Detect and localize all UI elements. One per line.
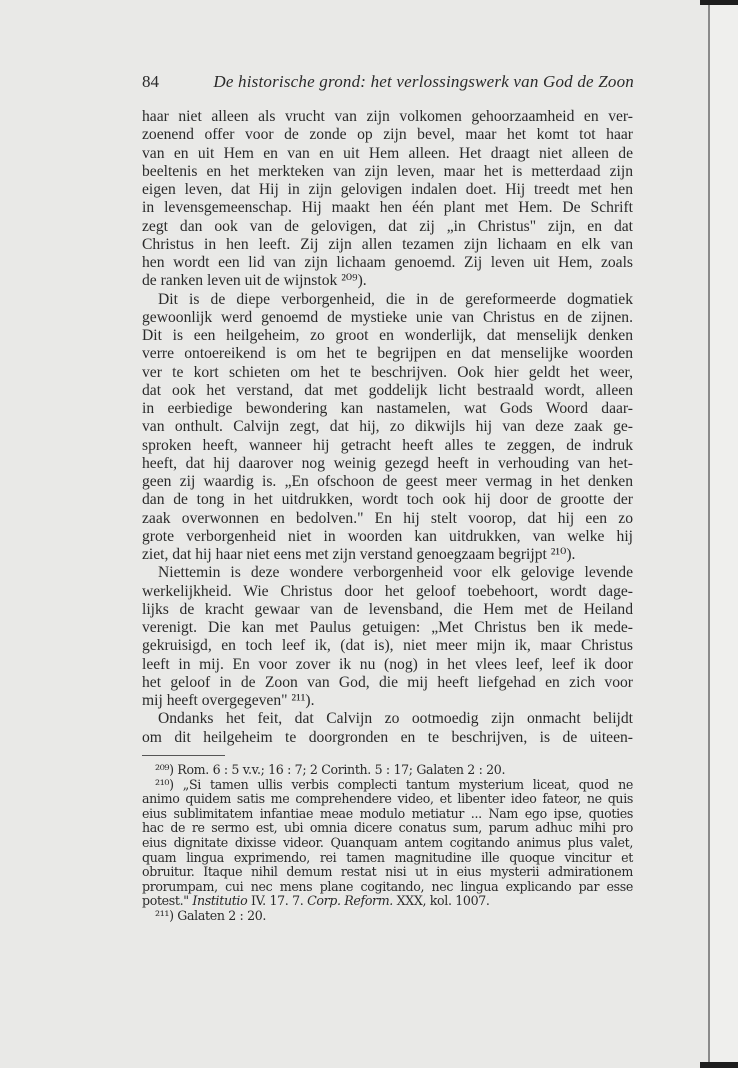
paragraph: [142, 291, 633, 565]
page-number: 84: [142, 72, 159, 91]
text-line: Dit is een heilgeheim, zo groot en wonderlijk, dat menselijk denken: [142, 327, 633, 344]
footnote-209: ²⁰⁹) Rom. 6 : 5 v.v.; 16 : 7; 2 Corinth. 5 : 17; Galaten 2 : 20.: [155, 762, 506, 777]
text-line: Ondanks het feit, dat Calvijn zo ootmoedig zijn onmacht belijdt: [158, 710, 633, 728]
text-line: sproken heeft, wanneer hij getracht heeft alles te zeggen, de indruk: [142, 436, 633, 454]
text-line: zegt dan ook van de gelovigen, dat zij „in Christus" zijn, en dat: [142, 217, 633, 235]
text-line: van en uit Hem en van en uit Hem alleen. Het draagt niet alleen de: [142, 144, 633, 162]
text-line: leeft in mij. En voor zover ik nu (nog) in het vlees leef, leef ik door: [142, 655, 633, 673]
text-line: werkelijkheid. Wie Christus door het geloof toebehoort, wordt dage-: [142, 582, 633, 600]
text-line: gekruisigd, en toch leef ik, (dat is), niet meer mijn ik, maar Christus: [142, 637, 633, 655]
text-line: het geloof in de Zoon van God, die mij heeft liefgehad en zich voor: [142, 673, 633, 691]
footnote-line: ²¹⁰) „Si tamen ullis verbis complecti tantum mysterium liceat, quod ne: [155, 776, 633, 792]
text-line: verenigt. Die kan met Paulus getuigen: „Met Christus ben ik mede-: [142, 619, 633, 636]
paragraph: [142, 564, 633, 710]
footnote-line: quam lingua exprimendo, rei tamen magnitudine ille quoque vincitur et: [142, 849, 633, 865]
text-line: lijks de kracht gewaar van de levensband, die Hem met de Heiland: [142, 600, 633, 618]
text-line: Christus in hen leeft. Zij zijn allen tezamen zijn lichaam en elk van: [142, 235, 633, 253]
footnote-line: animo quidem satis me comprehendere video, et libenter ideo fateor, ne quis: [142, 791, 633, 807]
footnote-italic-title: Corp. Reform.: [307, 893, 393, 909]
text-line: beeltenis en het merkteken van zijn leven, maar het is metterdaad zijn: [142, 162, 633, 180]
body-text: [142, 108, 633, 747]
footnote-210: [142, 778, 633, 895]
paragraph: [142, 710, 633, 747]
footnote-line: hac de re sermo est, ubi omnia dicere conatus sum, parum adhuc mihi pro: [142, 820, 633, 836]
text-line: om dit heilgeheim te doorgronden en te beschrijven, is de uiteen-: [142, 728, 633, 746]
footnote-210-last-line: [142, 894, 633, 909]
text-line: gewoonlijk werd genoemd de mystieke unie van Christus en de zijnen.: [142, 308, 633, 326]
running-title: De historische grond: het verlossingswerk van God de Zoon: [213, 72, 634, 91]
footnote-text: IV. 17. 7.: [247, 893, 308, 909]
text-line: eigen leven, dat Hij in zijn gelovigen indalen doet. Hij treedt met hen: [142, 181, 633, 198]
paragraph: [142, 108, 633, 291]
footnote-separator: [142, 755, 225, 756]
footnotes: [142, 763, 633, 924]
text-line: van onthult. Calvijn zegt, dat hij, zo dikwijls hij van deze zaak ge-: [142, 418, 633, 436]
footnote-line: prorumpam, cui nec mens plane cogitando, nec lingua explicando par esse: [142, 878, 633, 894]
footnote-italic-title: Institutio: [192, 893, 248, 909]
text-line: de ranken leven uit de wijnstok ²⁰⁹).: [142, 272, 367, 290]
scan-border-top: [700, 0, 738, 5]
text-line: in eerbiedige bewondering kan nastamelen, wat Gods Woord daar-: [142, 400, 633, 417]
footnote-line: eius dignitate dixisse videor. Quanquam antem cogitando animus plus valet,: [142, 834, 633, 850]
text-line: grote verborgenheid niet in woorden kan uitdrukken, van welke hij: [142, 527, 633, 545]
text-line: mij heeft overgegeven" ²¹¹).: [142, 692, 315, 709]
text-line: geen zij waardig is. „En ofschoon de geest meer vermag in het denken: [142, 473, 633, 490]
footnote-line: eius sublimitatem infantiae meae modulo metiatur ... Nam ego ipse, quoties: [142, 805, 633, 821]
text-line: haar niet alleen als vrucht van zijn volkomen gehoorzaamheid en ver-: [142, 108, 633, 125]
page-edge-strip: [710, 0, 738, 1068]
text-line: in levensgemeenschap. Hij maakt hen één plant met Hem. De Schrift: [142, 199, 633, 217]
text-line: hen wordt een lid van zijn lichaam genoemd. Zij leven uit Hem, zoals: [142, 254, 633, 271]
footnote-211: ²¹¹) Galaten 2 : 20.: [155, 907, 267, 923]
scan-border-bottom: [700, 1062, 738, 1068]
text-line: dat ook het verstand, dat met goddelijk licht bestraald wordt, alleen: [142, 381, 633, 399]
text-line: ver te kort schieten om het te beschrijven. Ook hier geldt het weer,: [142, 363, 633, 381]
footnote-text: potest.": [142, 893, 193, 909]
text-line: dan de tong in het uitdrukken, wordt toch ook hij door de grootte der: [142, 491, 633, 509]
text-line: zaak overwonnen en bedolven." En hij stelt voorop, dat hij een zo: [142, 509, 633, 527]
text-line: heeft, dat hij daarover nog weinig gezegd heeft in verhouding van het-: [142, 454, 633, 472]
text-line: Niettemin is deze wondere verborgenheid voor elk gelovige levende: [158, 564, 633, 582]
text-line: Dit is de diepe verborgenheid, die in de gereformeerde dogmatiek: [158, 290, 633, 308]
text-line: zoenend offer voor de zonde op zijn bevel, maar het komt tot haar: [142, 126, 633, 144]
text-line: verre ontoereikend is om het te begrijpen en dat menselijke woorden: [142, 345, 633, 363]
footnote-text: XXX, kol. 1007.: [392, 893, 490, 909]
page-edge-line: [708, 0, 710, 1068]
footnote-line: obruitur. Itaque nihil demum restat nisi ut in eius mysterii admirationem: [142, 864, 633, 880]
running-header: [142, 72, 634, 94]
text-line: ziet, dat hij haar niet eens met zijn verstand genoegzaam begrijpt ²¹⁰).: [142, 546, 576, 563]
